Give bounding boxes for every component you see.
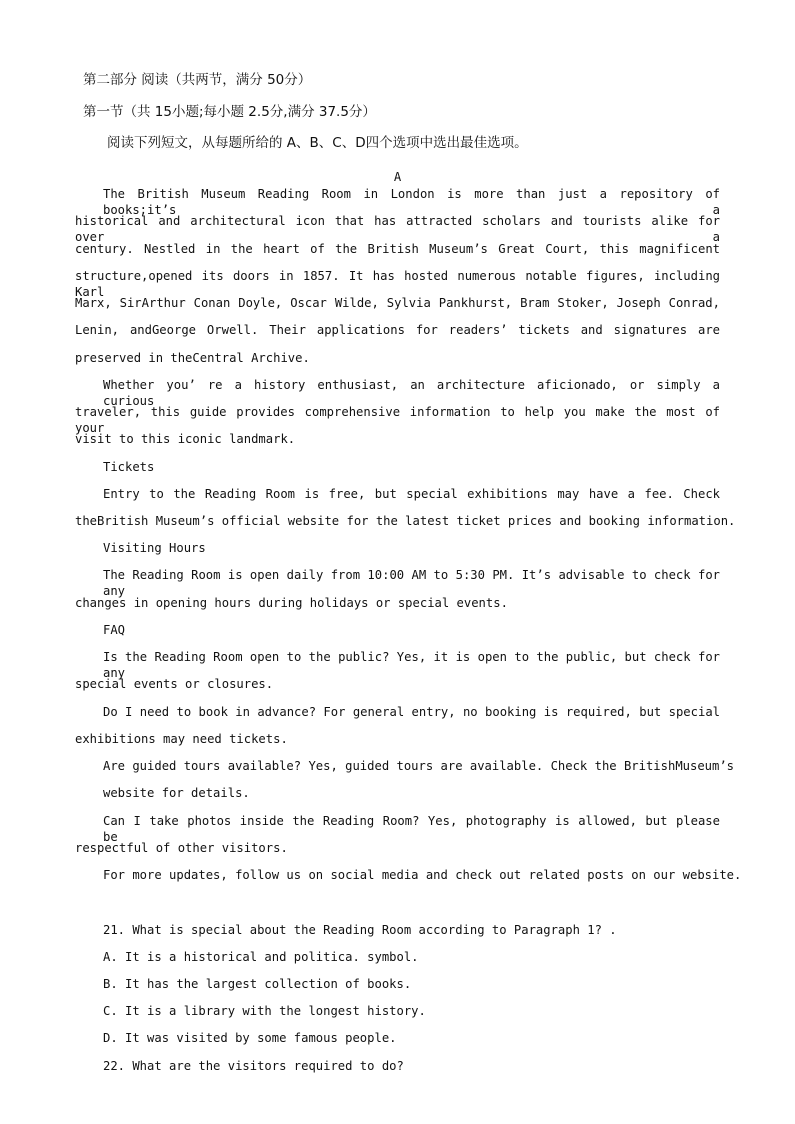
paragraph-line: historical and architectural icon that has attracted scholars and tourists alike for over a <box>75 214 720 244</box>
paragraph-line: Marx, SirArthur Conan Doyle, Oscar Wilde, Sylvia Pankhurst, Bram Stoker, Joseph Conrad, <box>75 296 720 310</box>
paragraph-line: theBritish Museum’s official website for the latest ticket prices and booking information. <box>75 514 736 528</box>
closing-line: For more updates, follow us on social media and check out related posts on our website. <box>103 868 742 882</box>
passage-label: A <box>393 170 402 184</box>
paragraph-line: visit to this iconic landmark. <box>75 432 296 446</box>
tickets-heading: Tickets <box>103 460 155 474</box>
paragraph-line: traveler, this guide provides comprehensive information to help you make the most of your <box>75 405 720 435</box>
hours-heading: Visiting Hours <box>103 541 206 555</box>
paragraph-line: changes in opening hours during holidays or special events. <box>75 596 508 610</box>
paragraph-line: exhibitions may need tickets. <box>75 732 288 746</box>
paragraph-line: Are guided tours available? Yes, guided tours are available. Check the BritishMuseum’s <box>103 759 735 773</box>
paragraph-line: website for details. <box>103 786 250 800</box>
part-title: 第二部分 阅读（共两节，满分 50分） <box>83 72 312 88</box>
paragraph-line: Can I take photos inside the Reading Room? Yes, photography is allowed, but please be <box>103 814 720 844</box>
paragraph-line: Do I need to book in advance? For general entry, no booking is required, but special <box>103 705 720 719</box>
paragraph-line: century. Nestled in the heart of the British Museum’s Great Court, this magnificent <box>75 242 720 256</box>
paragraph-line: Whether you’ re a history enthusiast, an architecture aficionado, or simply a curious <box>103 378 720 408</box>
instructions: 阅读下列短文，从每题所给的 A、B、C、D四个选项中选出最佳选项。 <box>107 135 528 151</box>
section-title: 第一节（共 15小题;每小题 2.5分,满分 37.5分） <box>83 104 376 120</box>
option-c: C. It is a library with the longest history. <box>103 1004 426 1018</box>
paragraph-line: Is the Reading Room open to the public? Yes, it is open to the public, but check for any <box>103 650 720 680</box>
paragraph-line: The Reading Room is open daily from 10:00 AM to 5:30 PM. It’s advisable to check for any <box>103 568 720 598</box>
paragraph-line: Entry to the Reading Room is free, but special exhibitions may have a fee. Check <box>103 487 720 501</box>
question-22: 22. What are the visitors required to do? <box>103 1059 404 1073</box>
paragraph-line: Lenin, andGeorge Orwell. Their applications for readers’ tickets and signatures are <box>75 323 720 337</box>
question-21: 21. What is special about the Reading Room according to Paragraph 1? . <box>103 923 617 937</box>
paragraph-line: respectful of other visitors. <box>75 841 288 855</box>
option-a: A. It is a historical and politica. symbol. <box>103 950 419 964</box>
paragraph-line: preserved in theCentral Archive. <box>75 351 310 365</box>
paragraph-line: The British Museum Reading Room in London is more than just a repository of books;it’s a <box>103 187 720 217</box>
paragraph-line: special events or closures. <box>75 677 274 691</box>
paragraph-line: structure,opened its doors in 1857. It has hosted numerous notable figures, including Karl <box>75 269 720 299</box>
option-b: B. It has the largest collection of books. <box>103 977 412 991</box>
faq-heading: FAQ <box>103 623 126 637</box>
option-d: D. It was visited by some famous people. <box>103 1031 397 1045</box>
